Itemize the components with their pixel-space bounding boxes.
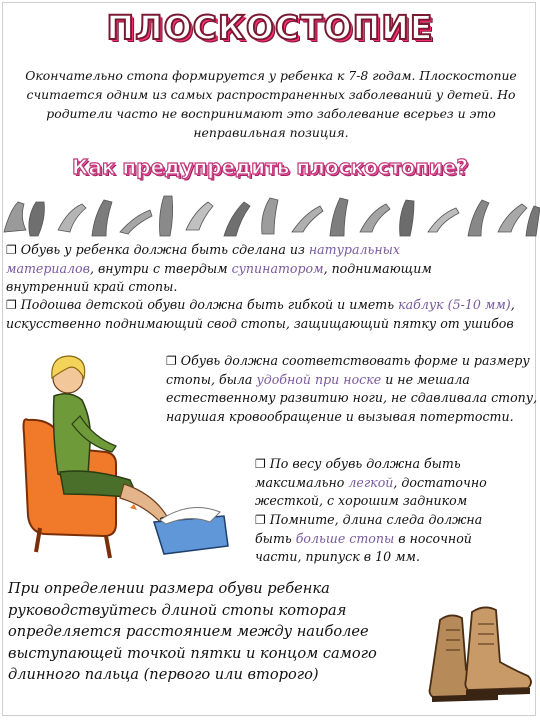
checkbox-bullet-icon: ❐ (6, 243, 17, 257)
tip-shape-and-size: ❐ Обувь должна соответствовать форме и размеру стопы, была удобной при носке и не мешала естественному развитию ноги, не сдавливала стопу, нарушая кровообращение и вызывая потертости. (166, 353, 538, 424)
tip-length-allowance: ❐ Помните, длина следа должна быть больше стопы в носочной части, припуск в 10 мм. (255, 512, 483, 564)
checkbox-bullet-icon: ❐ (255, 457, 266, 471)
intro-paragraph: Окончательно стопа формируется у ребенка к 7-8 годам. Плоскостопие считается одним из самых распространенных заболеваний у детей. Но родители часто не воспринимают это заболевание всерьез и это неправильная позиция. (25, 68, 517, 140)
checkbox-bullet-icon: ❐ (6, 298, 17, 312)
tip-flexible-sole: ❐ Подошва детской обуви должна быть гибкой и иметь каблук (5-10 мм), искусственно поднимающий свод стопы, защищающий пятку от ушибов (6, 297, 515, 331)
boots-illustration (420, 600, 540, 715)
tip-natural-materials: ❐ Обувь у ребенка должна быть сделана из натуральных материалов, внутри с твердым супинатором, поднимающим внутренний край стопы. (6, 242, 432, 294)
checkbox-bullet-icon: ❐ (166, 354, 177, 368)
tip-weight: ❐ По весу обувь должна быть максимально легкой, достаточно жесткой, с хорошим задником (255, 456, 487, 508)
feet-strip-illustration (0, 192, 540, 240)
checkbox-bullet-icon: ❐ (255, 513, 266, 527)
page-title: ПЛОСКОСТОПИЕ (106, 8, 434, 47)
section-subtitle: Как предупредить плоскостопие? (72, 155, 468, 179)
shoe-size-paragraph: При определении размера обуви ребенка руководствуйтесь длиной стопы которая определяется расстоянием между наиболее выступающей точкой пятки и концом самого длинного пальца (первого или второго) (8, 580, 377, 683)
